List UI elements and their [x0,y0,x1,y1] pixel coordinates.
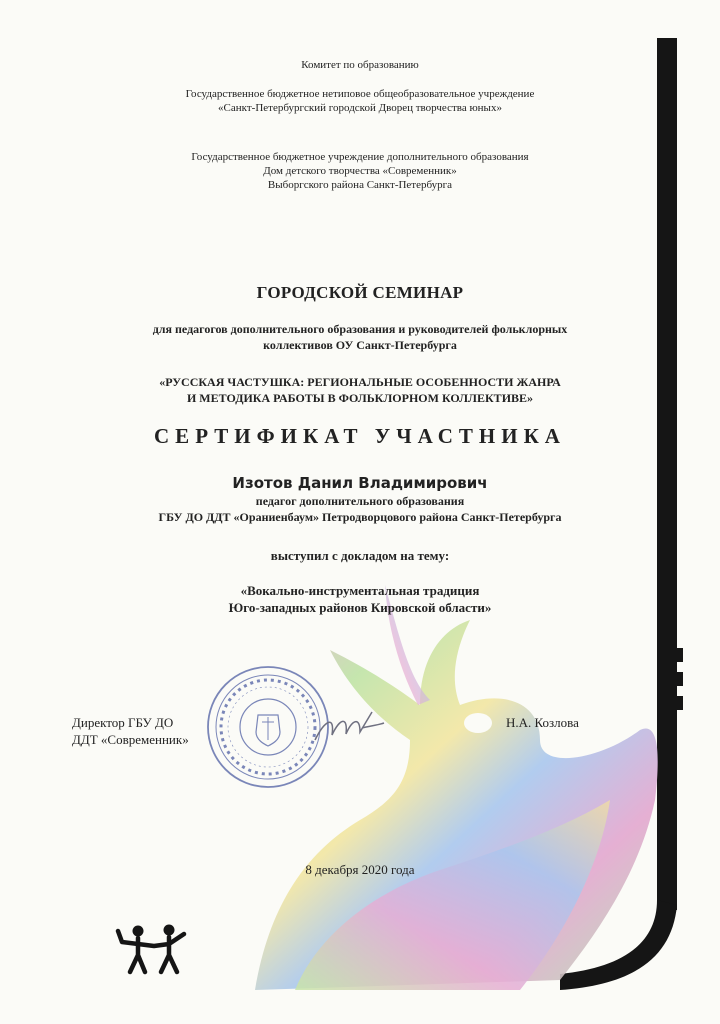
org2-line3: Выборгского района Санкт-Петербурга [267,179,453,191]
report-intro: выступил с докладом на тему: [270,548,450,563]
participant-organization: ГБУ ДО ДДТ «Ораниенбаум» Петродворцового района Санкт-Петербурга [158,510,562,524]
committee-name: Комитет по образованию [301,59,419,71]
signature-scribble [315,712,384,740]
certificate-title: СЕРТИФИКАТ УЧАСТНИКА [154,424,566,448]
participant-position: педагог дополнительного образования [255,494,465,508]
bird-illustration [255,585,658,990]
seminar-audience-line2: коллективов ОУ Санкт-Петербурга [263,338,457,352]
seminar-audience-line1: для педагогов дополнительного образования и руководителей фольклорных [152,322,568,336]
signer-name: Н.А. Козлова [506,715,579,730]
signer-role-line2: ДДТ «Современник» [72,732,189,747]
participant-name: Изотов Данил Владимирович [232,474,488,492]
org2-line1: Государственное бюджетное учреждение дополнительного образования [191,151,529,163]
seminar-title: ГОРОДСКОЙ СЕМИНАР [256,283,464,302]
report-title-line2: Юго-западных районов Кировской области» [228,600,492,615]
seminar-topic-line2: И МЕТОДИКА РАБОТЫ В ФОЛЬКЛОРНОМ КОЛЛЕКТИВЕ» [186,391,534,405]
children-logo-icon [118,925,184,973]
certificate-date: 8 декабря 2020 года [305,862,415,877]
org1-line2: «Санкт-Петербургский городской Дворец творчества юных» [218,102,502,114]
seminar-topic-line1: «РУССКАЯ ЧАСТУШКА: РЕГИОНАЛЬНЫЕ ОСОБЕННОСТИ ЖАНРА [159,375,561,389]
report-title-line1: «Вокально-инструментальная традиция [240,583,480,598]
stamp-seal [208,667,328,787]
signer-role-line1: Директор ГБУ ДО [72,715,174,730]
org1-line1: Государственное бюджетное нетиповое общеобразовательное учреждение [185,88,535,100]
org2-line2: Дом детского творчества «Современник» [263,165,457,177]
